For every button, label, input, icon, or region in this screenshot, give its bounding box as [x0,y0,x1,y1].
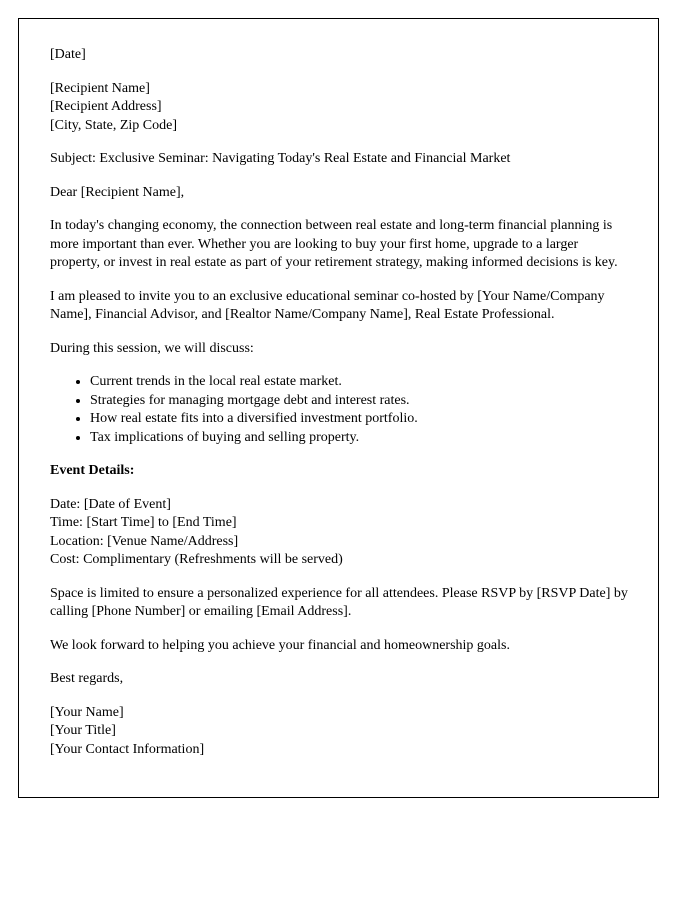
closing-paragraph: We look forward to helping you achieve your financial and homeownership goals. [50,637,510,653]
topic-item: • Tax implications of buying and selling property. [90,429,628,448]
date-placeholder: [Date] [50,47,86,62]
event-time-line: Time: [Start Time] to [End Time] [50,515,237,530]
recipient-address-line: [Recipient Address] [50,99,162,114]
event-details-heading: Event Details: [50,463,135,478]
recipient-name-line: [Recipient Name] [50,80,150,96]
intro-paragraph: In today's changing economy, the connection between real estate and long-term financial planning is more important than ever. Whether you are looking to buy your first home, upgrade to a larger property, or invest in real estate as part of your retirement strategy, making informed decisions is key. [50,218,618,270]
event-details-block [50,496,628,570]
recipient-block [50,80,628,136]
event-date-line: Date: [Date of Event] [50,496,171,512]
topic-item: • Strategies for managing mortgage debt and interest rates. [90,392,628,411]
signoff: Best regards, [50,671,124,686]
rsvp-paragraph: Space is limited to ensure a personalized experience for all attendees. Please RSVP by [RSVP Date] by calling [Phone Number] or emailing [Email Address]. [50,585,628,619]
recipient-city-line: [City, State, Zip Code] [50,117,178,133]
subject-line: Subject: Exclusive Seminar: Navigating Today's Real Estate and Financial Market [50,151,511,166]
topic-item: • How real estate fits into a diversified investment portfolio. [90,410,628,429]
letter-document [18,18,659,798]
discussion-topics-list [50,373,628,447]
signature-title-line: [Your Title] [50,723,116,738]
topic-item: • Current trends in the local real estate market. [90,373,628,392]
discussion-intro: During this session, we will discuss: [50,340,254,356]
signature-contact-line: [Your Contact Information] [50,741,205,757]
invitation-paragraph: I am pleased to invite you to an exclusive educational seminar co-hosted by [Your Name/Company Name], Financial Advisor, and [Realtor Name/Company Name], Real Estate Professional. [50,288,605,322]
salutation: Dear [Recipient Name], [50,184,185,200]
event-cost-line: Cost: Complimentary (Refreshments will be served) [50,552,343,567]
signature-name-line: [Your Name] [50,704,124,720]
event-location-line: Location: [Venue Name/Address] [50,533,239,549]
signature-block [50,704,628,760]
